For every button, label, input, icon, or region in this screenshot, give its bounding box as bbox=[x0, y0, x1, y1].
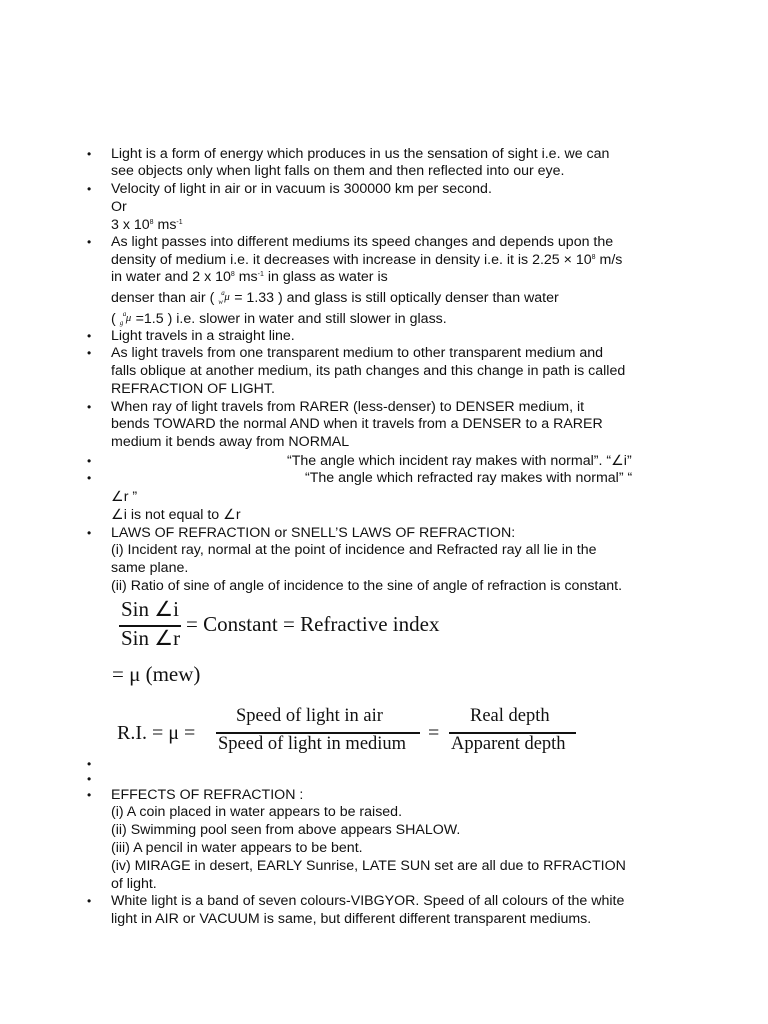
bullet: • bbox=[87, 235, 92, 249]
text-line: As light passes into different mediums its speed changes and depends upon the bbox=[111, 234, 614, 250]
text-line: (i) A coin placed in water appears to be raised. bbox=[111, 804, 403, 820]
bullet: • bbox=[87, 788, 92, 802]
text-line: When ray of light travels from RARER (less-denser) to DENSER medium, it bbox=[111, 399, 585, 415]
bullet: • bbox=[87, 400, 92, 414]
text-line: see objects only when light falls on them and then reflected into our eye. bbox=[111, 163, 565, 179]
formula-denominator: Sin ∠r bbox=[121, 626, 181, 650]
formula-numerator: Real depth bbox=[470, 706, 550, 726]
text-line: 3 x $10^8$ $ms^{-1}$ bbox=[111, 217, 183, 233]
text-line: density of medium i.e. it decreases with increase in density i.e. it is $2.25 \times 10^8$ m/s bbox=[111, 252, 623, 268]
text-line: (i) Incident ray, normal at the point of incidence and Refracted ray all lie in the bbox=[111, 542, 597, 558]
text-line: ∠i is not equal to ∠r bbox=[111, 507, 241, 523]
text-line: Light is a form of energy which produces in us the sensation of sight i.e. we can bbox=[111, 146, 610, 162]
bullet: • bbox=[87, 471, 92, 485]
formula-rhs: = Constant = Refractive index bbox=[186, 612, 440, 636]
text-line: falls oblique at another medium, its path changes and this change in path is called bbox=[111, 363, 626, 379]
formula-lhs: R.I. = μ = bbox=[117, 722, 196, 744]
text-line: ∠r ” bbox=[111, 489, 138, 505]
refractive-index-symbol: a w μ bbox=[218, 289, 230, 306]
text-line: Light travels in a straight line. bbox=[111, 328, 295, 344]
text-line: Or bbox=[111, 199, 127, 215]
text-line: As light travels from one transparent medium to other transparent medium and bbox=[111, 345, 604, 361]
text-line: light in AIR or VACUUM is same, but different different transparent mediums. bbox=[111, 911, 592, 927]
text-line: (iv) MIRAGE in desert, EARLY Sunrise, LATE SUN set are all due to RFRACTION bbox=[111, 858, 626, 874]
text-line: same plane. bbox=[111, 560, 189, 576]
bullet: • bbox=[87, 329, 92, 343]
text-line: REFRACTION OF LIGHT. bbox=[111, 381, 275, 397]
text-line: denser than air ( a w μ = 1.33 ) and glass is still optically denser than water bbox=[111, 289, 559, 306]
text-line: of light. bbox=[111, 876, 157, 892]
text-line: medium it bends away from NORMAL bbox=[111, 434, 350, 450]
formula-equals: = bbox=[428, 722, 440, 744]
text-line: ( a g μ =1.5 ) i.e. slower in water and still slower in glass. bbox=[111, 310, 447, 327]
mu-formula-text: = μ (mew) bbox=[112, 662, 201, 686]
formula-numerator: Sin ∠i bbox=[121, 597, 179, 621]
text-line: (ii) Swimming pool seen from above appears SHALOW. bbox=[111, 822, 461, 838]
text-line: EFFECTS OF REFRACTION : bbox=[111, 787, 304, 803]
bullet: • bbox=[87, 182, 92, 196]
bullet: • bbox=[87, 147, 92, 161]
text-line: Velocity of light in air or in vacuum is 300000 km per second. bbox=[111, 181, 492, 197]
bullet: • bbox=[87, 894, 92, 908]
formula-denominator: Apparent depth bbox=[451, 734, 566, 754]
text-line: LAWS OF REFRACTION or SNELL’S LAWS OF REFRACTION: bbox=[111, 525, 516, 541]
bullet: • bbox=[87, 772, 92, 786]
text-line: “The angle which refracted ray makes with normal” “ bbox=[305, 470, 633, 486]
formula-numerator: Speed of light in air bbox=[236, 706, 383, 726]
text-line: (ii) Ratio of sine of angle of incidence to the sine of angle of refraction is constant. bbox=[111, 578, 623, 594]
bullet: • bbox=[87, 346, 92, 360]
formula-denominator: Speed of light in medium bbox=[218, 734, 407, 754]
text-line: in water and 2 x $10^8$ $ms^{-1}$ in glass as water is bbox=[111, 269, 388, 285]
bullet: • bbox=[87, 757, 92, 771]
text-line: White light is a band of seven colours-VIBGYOR. Speed of all colours of the white bbox=[111, 893, 625, 909]
text-line: bends TOWARD the normal AND when it travels from a DENSER to a RARER bbox=[111, 416, 603, 432]
text-line: (iii) A pencil in water appears to be bent. bbox=[111, 840, 363, 856]
bullet: • bbox=[87, 454, 92, 468]
bullet: • bbox=[87, 526, 92, 540]
refractive-index-symbol: a g μ bbox=[119, 310, 132, 327]
text-line: “The angle which incident ray makes with normal”. “∠i” bbox=[287, 453, 632, 469]
